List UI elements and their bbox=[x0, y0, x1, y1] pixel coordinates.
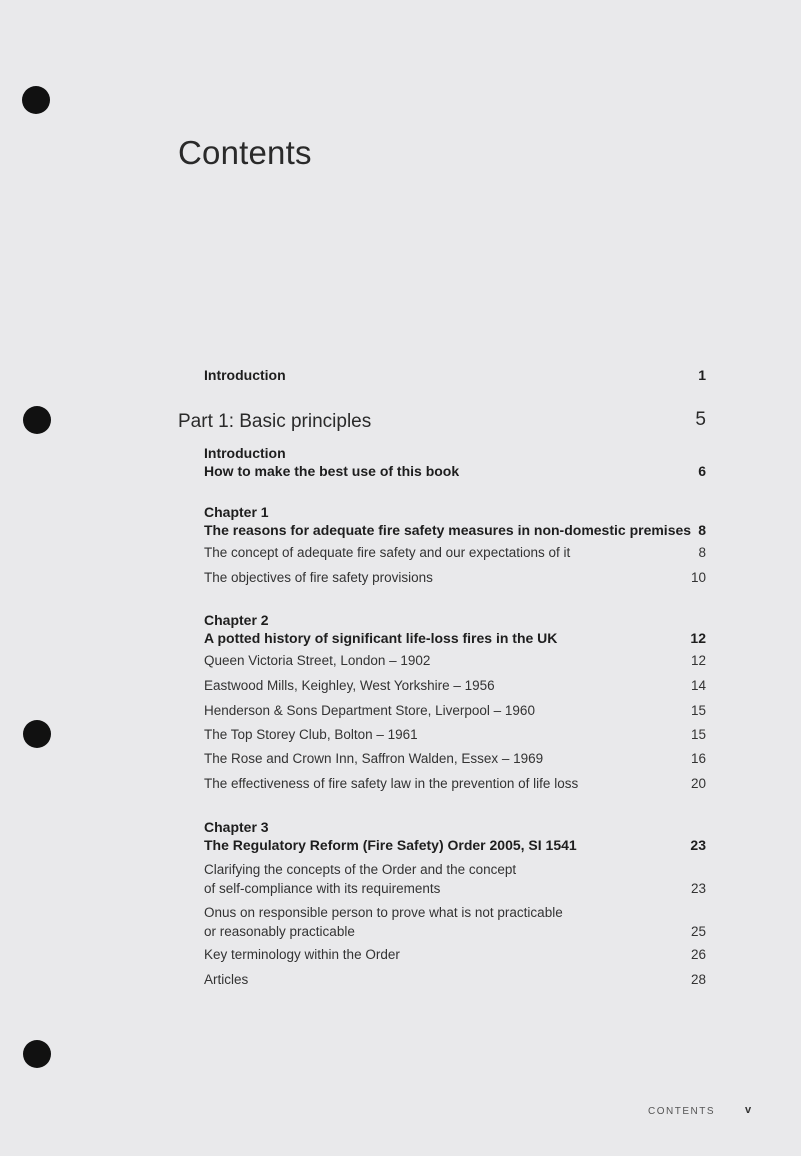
toc-section bbox=[204, 751, 706, 766]
toc-section bbox=[204, 727, 706, 742]
section-label: Eastwood Mills, Keighley, West Yorkshire – 1956 bbox=[204, 678, 495, 693]
section-page: 20 bbox=[690, 776, 706, 791]
section-page: 14 bbox=[690, 678, 706, 693]
toc-section bbox=[204, 653, 706, 668]
toc-section bbox=[204, 703, 706, 718]
section-label-line1: Onus on responsible person to prove what is not practicable bbox=[204, 905, 563, 920]
toc-section bbox=[204, 903, 706, 941]
section-label: The Top Storey Club, Bolton – 1961 bbox=[204, 727, 418, 742]
page-title: Contents bbox=[178, 134, 312, 171]
section-page: 28 bbox=[690, 972, 706, 987]
section-label: Key terminology within the Order bbox=[204, 947, 400, 962]
entry-page: 1 bbox=[698, 367, 706, 383]
toc-section bbox=[204, 776, 706, 791]
section-page: 12 bbox=[690, 653, 706, 668]
toc-section bbox=[204, 545, 706, 560]
section-label-line2: or reasonably practicable bbox=[204, 924, 355, 939]
binder-hole bbox=[23, 406, 51, 434]
chapter-page: 23 bbox=[690, 837, 706, 853]
toc-entry-introduction bbox=[204, 367, 706, 383]
toc-section bbox=[204, 678, 706, 693]
binder-hole bbox=[22, 86, 50, 114]
entry-label-line1: Introduction bbox=[204, 445, 286, 461]
section-page: 16 bbox=[690, 751, 706, 766]
toc-section bbox=[204, 860, 706, 898]
chapter-page: 8 bbox=[698, 522, 706, 538]
section-page: 15 bbox=[690, 727, 706, 742]
toc-chapter-2 bbox=[204, 611, 706, 647]
entry-label-line2: How to make the best use of this book bbox=[204, 463, 460, 479]
section-label-line2: of self-compliance with its requirements bbox=[204, 881, 441, 896]
part-label: Part 1: Basic principles bbox=[178, 411, 372, 432]
binder-hole bbox=[23, 720, 51, 748]
section-label: Henderson & Sons Department Store, Liverpool – 1960 bbox=[204, 703, 535, 718]
toc-section bbox=[204, 947, 706, 962]
chapter-number: Chapter 1 bbox=[204, 504, 269, 520]
section-page: 26 bbox=[690, 947, 706, 962]
section-page: 8 bbox=[698, 545, 706, 560]
toc-entry-part-introduction bbox=[204, 444, 706, 480]
section-label: Queen Victoria Street, London – 1902 bbox=[204, 653, 431, 668]
toc-section bbox=[204, 570, 706, 585]
toc-chapter-1 bbox=[204, 503, 706, 539]
chapter-page: 12 bbox=[690, 630, 706, 646]
section-label-line1: Clarifying the concepts of the Order and the concept bbox=[204, 862, 517, 877]
toc-part-heading bbox=[178, 411, 706, 433]
chapter-number: Chapter 2 bbox=[204, 612, 269, 628]
page-number: v bbox=[745, 1104, 752, 1116]
section-label: Articles bbox=[204, 972, 249, 987]
part-page: 5 bbox=[695, 409, 706, 430]
toc-chapter-3 bbox=[204, 818, 706, 854]
entry-label: Introduction bbox=[204, 367, 286, 383]
toc-section bbox=[204, 972, 706, 987]
running-footer-label: CONTENTS bbox=[648, 1106, 715, 1117]
section-page: 25 bbox=[690, 924, 706, 939]
section-label: The concept of adequate fire safety and our expectations of it bbox=[204, 545, 571, 560]
chapter-title: The reasons for adequate fire safety measures in non-domestic premises bbox=[204, 522, 692, 538]
entry-page: 6 bbox=[698, 463, 706, 479]
chapter-title: The Regulatory Reform (Fire Safety) Order 2005, SI 1541 bbox=[204, 837, 577, 853]
section-label: The Rose and Crown Inn, Saffron Walden, Essex – 1969 bbox=[204, 751, 544, 766]
section-label: The effectiveness of fire safety law in the prevention of life loss bbox=[204, 776, 579, 791]
chapter-number: Chapter 3 bbox=[204, 819, 269, 835]
section-label: The objectives of fire safety provisions bbox=[204, 570, 433, 585]
binder-hole bbox=[23, 1040, 51, 1068]
section-page: 15 bbox=[690, 703, 706, 718]
section-page: 10 bbox=[690, 570, 706, 585]
chapter-title: A potted history of significant life-loss fires in the UK bbox=[204, 630, 558, 646]
section-page: 23 bbox=[690, 881, 706, 896]
